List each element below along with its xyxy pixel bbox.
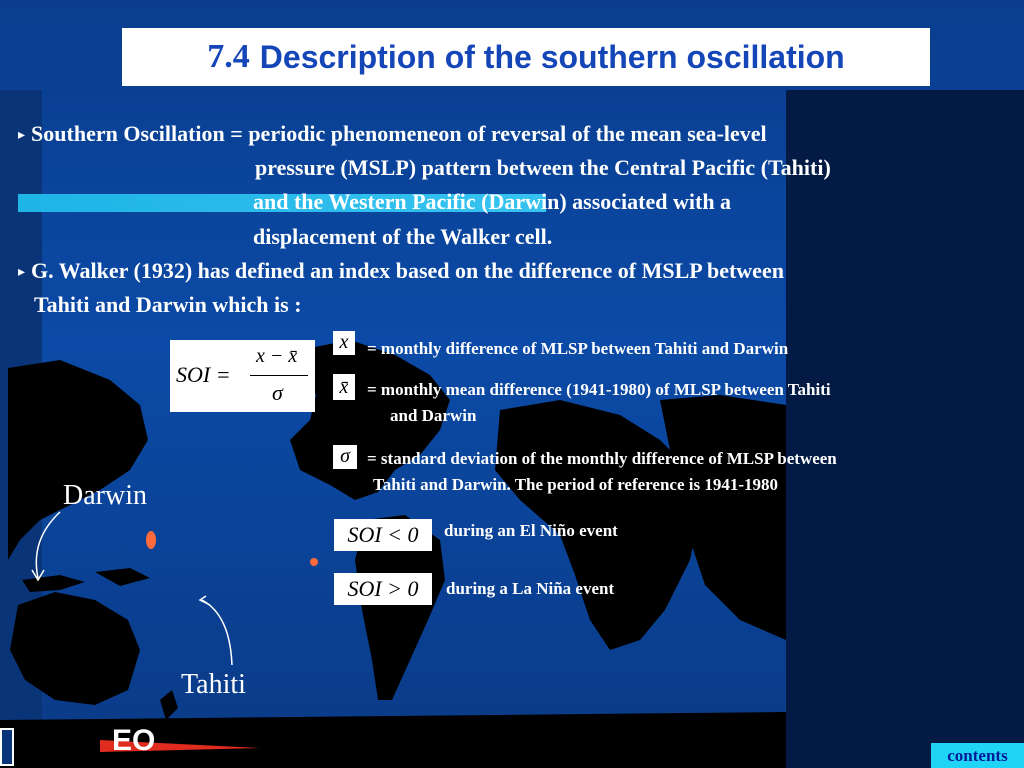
bullet-1-line-2: pressure (MSLP) pattern between the Central Pacific (Tahiti) — [255, 155, 831, 180]
australia-landmass — [10, 592, 140, 705]
el-nino-text: during an El Niño event — [444, 521, 618, 540]
bullet-1-line-4: displacement of the Walker cell. — [253, 224, 553, 249]
sigma-symbol-box: σ — [333, 445, 357, 469]
tahiti-label: Tahiti — [181, 669, 246, 700]
title-text: Description of the southern oscillation — [259, 38, 845, 75]
x-symbol-box: x — [333, 331, 355, 355]
indonesia-islands — [22, 568, 150, 592]
bullet-1-line-3: and the Western Pacific (Darwin) associated with a — [253, 189, 732, 214]
xbar-definition-line-1: = monthly mean difference (1941-1980) of MLSP between Tahiti — [367, 380, 831, 399]
soi-negative-box: SOI < 0 — [334, 519, 432, 551]
tahiti-arrowhead — [200, 596, 210, 605]
x-definition: = monthly difference of MLSP between Tahiti and Darwin — [367, 339, 789, 358]
new-zealand — [160, 690, 178, 720]
logo-text: EO — [112, 724, 156, 757]
bullet-icon: ▸ — [18, 265, 26, 280]
sigma-definition-line-2: Tahiti and Darwin. The period of reference is 1941-1980 — [373, 475, 779, 494]
tahiti-marker — [310, 558, 318, 566]
equation-lhs: SOI = — [176, 362, 231, 387]
soi-equation — [170, 340, 315, 412]
xbar-definition-line-2: and Darwin — [390, 406, 477, 425]
logo-square — [0, 728, 14, 766]
darwin-label: Darwin — [63, 480, 147, 511]
title-number: 7.4 — [207, 38, 250, 75]
fraction-bar — [250, 375, 308, 376]
right-dark-panel — [786, 90, 1024, 768]
soi-positive-box: SOI > 0 — [334, 573, 432, 605]
logo — [0, 724, 160, 768]
bullet-1-line-1: ▸ Southern Oscillation = periodic phenomeneon of reversal of the mean sea-level — [18, 121, 767, 146]
tahiti-arrow — [202, 600, 232, 665]
sigma-definition-line-1: = standard deviation of the monthly difference of MLSP between — [367, 449, 837, 468]
la-nina-text: during a La Niña event — [446, 579, 615, 598]
slide-title — [122, 28, 930, 86]
darwin-marker — [146, 531, 156, 549]
equation-numerator: x − x̄ — [256, 345, 298, 367]
contents-button[interactable]: contents — [931, 743, 1024, 768]
darwin-arrow — [36, 512, 60, 578]
bullet-2-line-2: Tahiti and Darwin which is : — [34, 292, 302, 317]
xbar-symbol-box: x̄ — [333, 374, 355, 400]
bullet-icon: ▸ — [18, 128, 26, 143]
equation-denominator: σ — [272, 380, 283, 405]
bullet-2-line-1: ▸ G. Walker (1932) has defined an index based on the difference of MSLP between — [18, 258, 784, 283]
asia-landmass — [8, 360, 148, 560]
